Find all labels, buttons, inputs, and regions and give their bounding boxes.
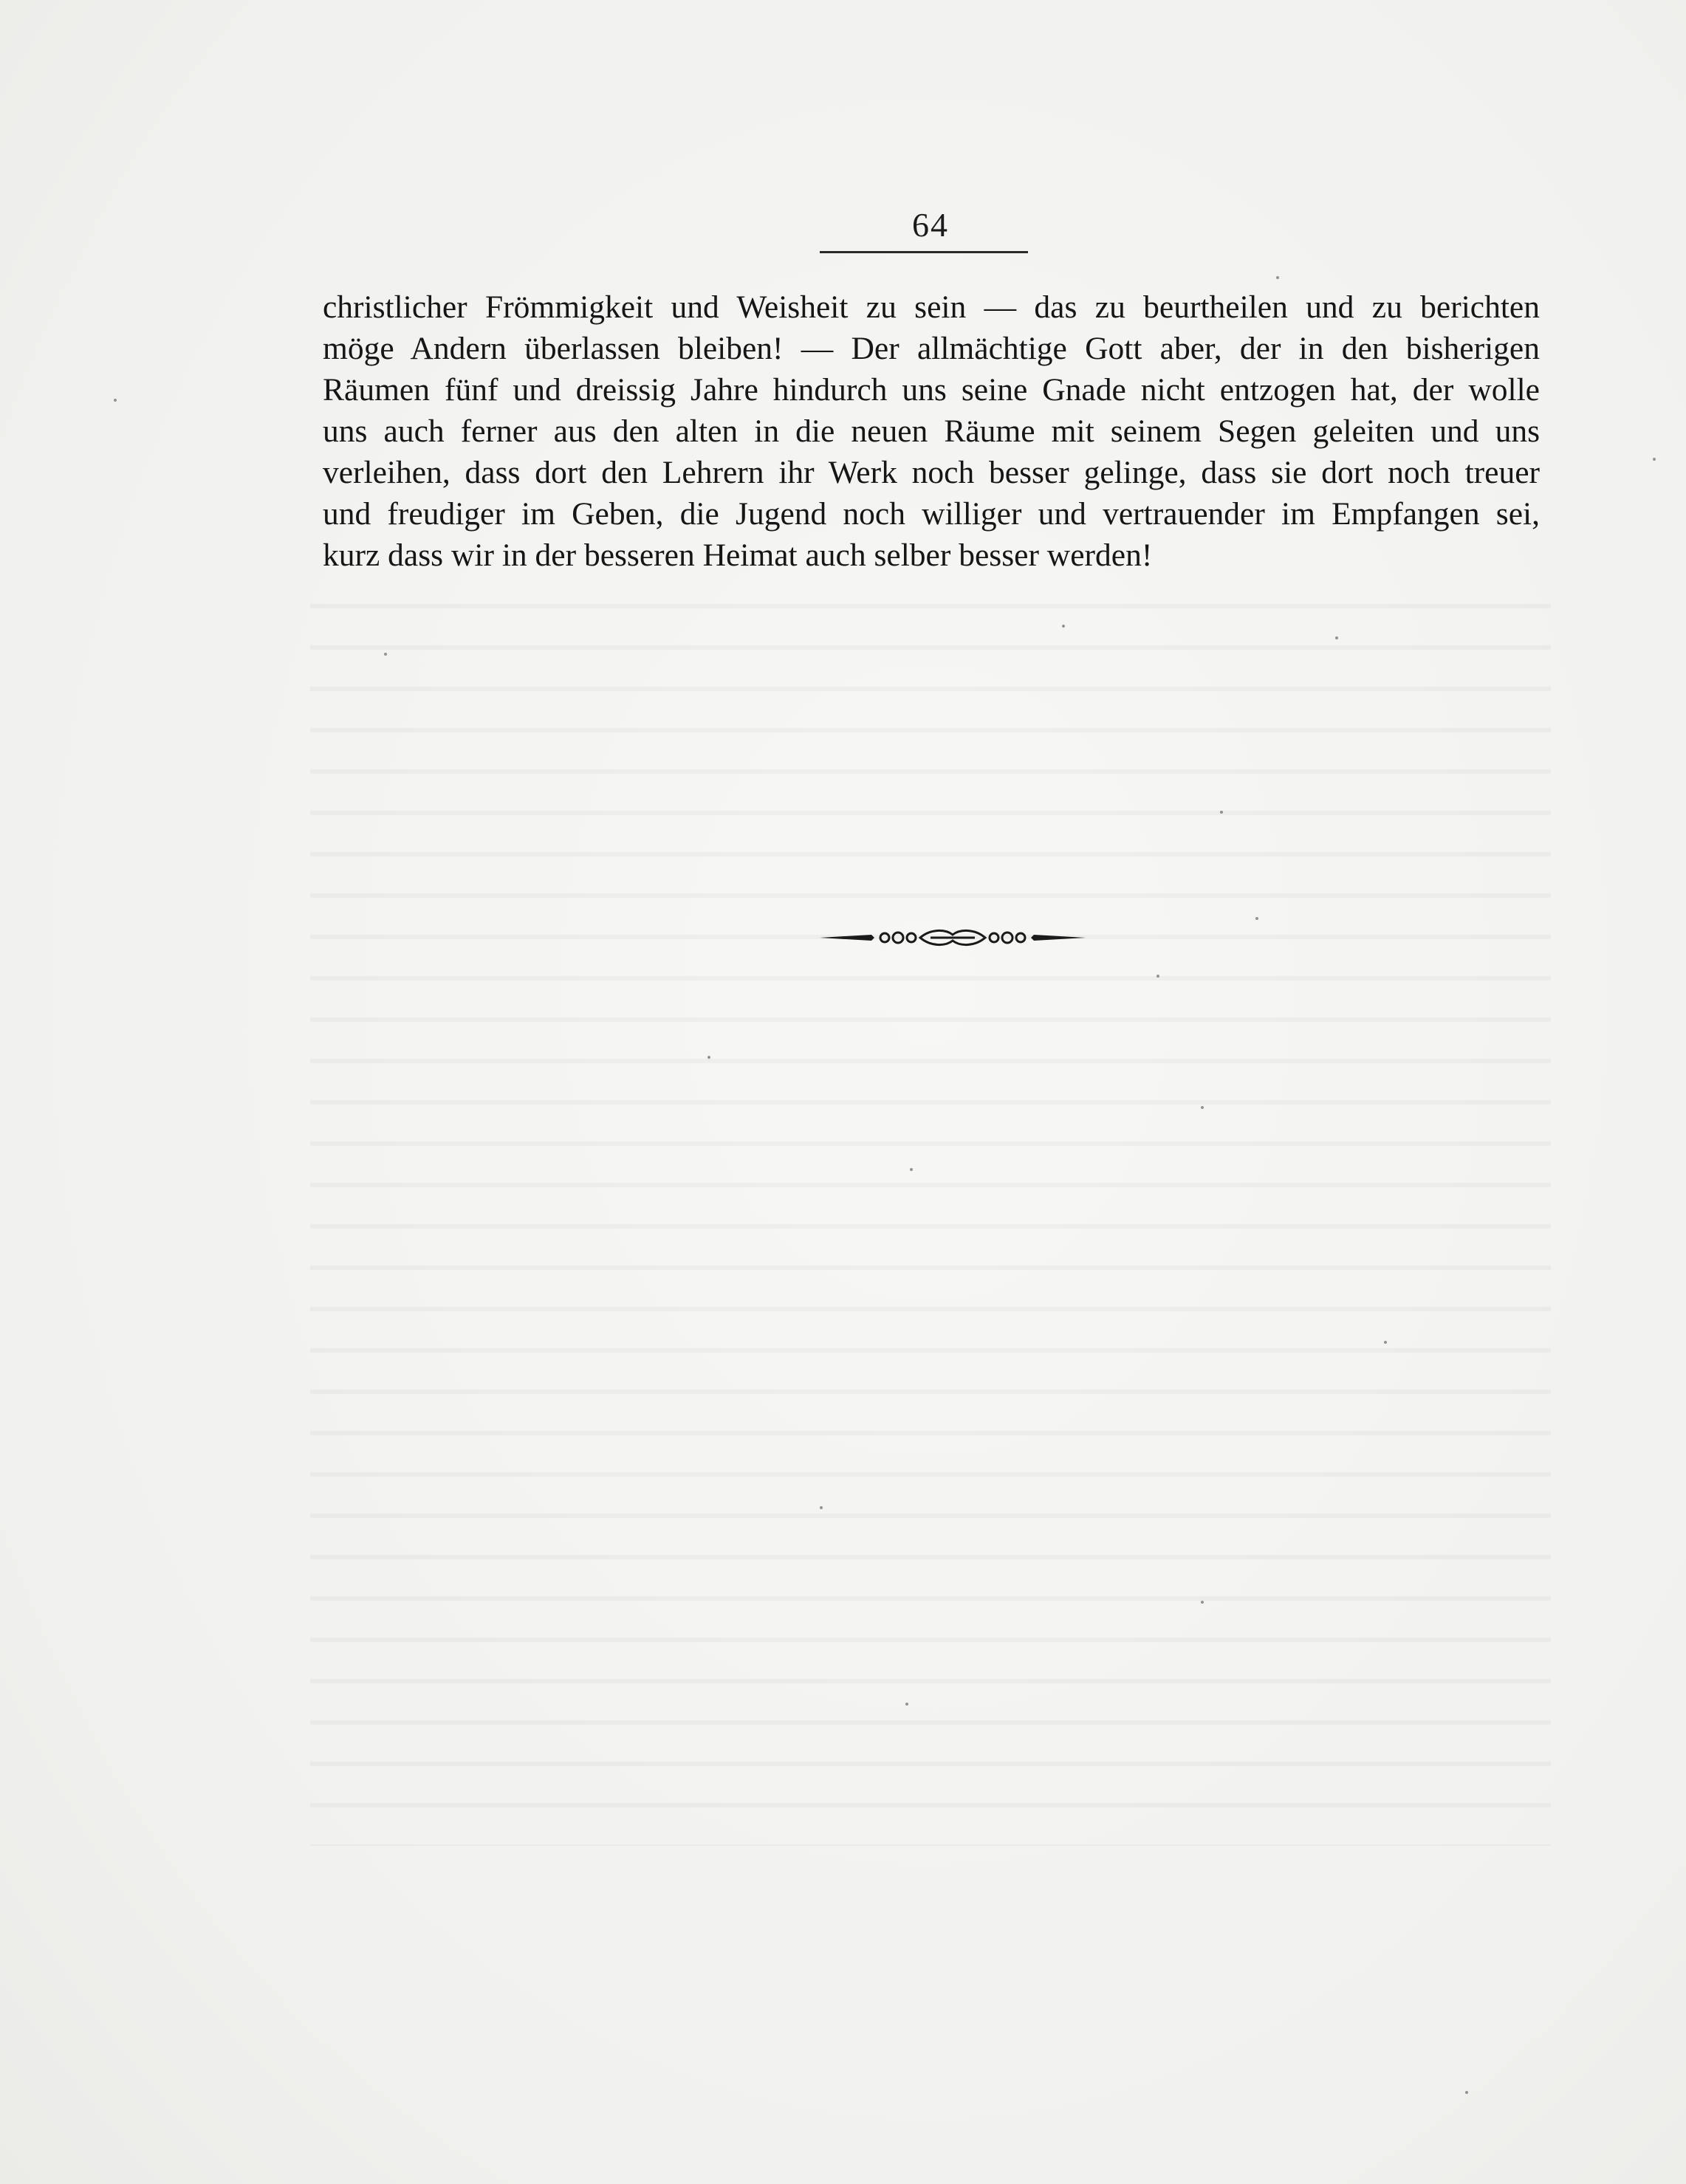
ink-speck bbox=[910, 1168, 913, 1171]
ink-speck bbox=[1062, 625, 1065, 628]
ink-speck bbox=[1156, 975, 1159, 978]
ink-speck bbox=[114, 399, 117, 402]
body-paragraph bbox=[323, 286, 1540, 576]
ink-speck bbox=[1255, 917, 1258, 920]
ink-speck bbox=[1201, 1601, 1204, 1604]
ink-speck bbox=[820, 1506, 823, 1509]
ink-speck bbox=[1384, 1341, 1387, 1344]
show-through-texture bbox=[310, 576, 1551, 1846]
text-line: verleihen, dass dort den Lehrern ihr Werk noch besser gelinge, dass sie dort noch treuer bbox=[323, 455, 1540, 490]
ink-speck bbox=[1335, 636, 1338, 639]
ink-speck bbox=[1653, 458, 1656, 461]
text-line: Räumen fünf und dreissig Jahre hindurch uns seine Gnade nicht entzogen hat, der wolle bbox=[323, 372, 1540, 408]
header-rule bbox=[820, 251, 1028, 253]
decorative-tailpiece-icon bbox=[820, 926, 1086, 950]
ink-speck bbox=[1276, 276, 1279, 279]
text-line: und freudiger im Geben, die Jugend noch williger und vertrauender im Empfangen sei, bbox=[323, 496, 1540, 532]
ink-speck bbox=[1465, 2091, 1468, 2094]
text-line: kurz dass wir in der besseren Heimat auch selber besser werden! bbox=[323, 538, 1153, 573]
text-line: möge Andern überlassen bleiben! — Der allmächtige Gott aber, der in den bisherigen bbox=[323, 331, 1540, 366]
ink-speck bbox=[707, 1056, 710, 1059]
ink-speck bbox=[905, 1703, 908, 1706]
text-line: christlicher Frömmigkeit und Weisheit zu sein — das zu beurtheilen und zu berichten bbox=[323, 289, 1540, 325]
ink-speck bbox=[1201, 1106, 1204, 1109]
ink-speck bbox=[1220, 811, 1223, 814]
text-line: uns auch ferner aus den alten in die neuen Räume mit seinem Segen geleiten und uns bbox=[323, 413, 1540, 449]
page-number: 64 bbox=[912, 206, 949, 244]
ink-speck bbox=[384, 653, 387, 656]
